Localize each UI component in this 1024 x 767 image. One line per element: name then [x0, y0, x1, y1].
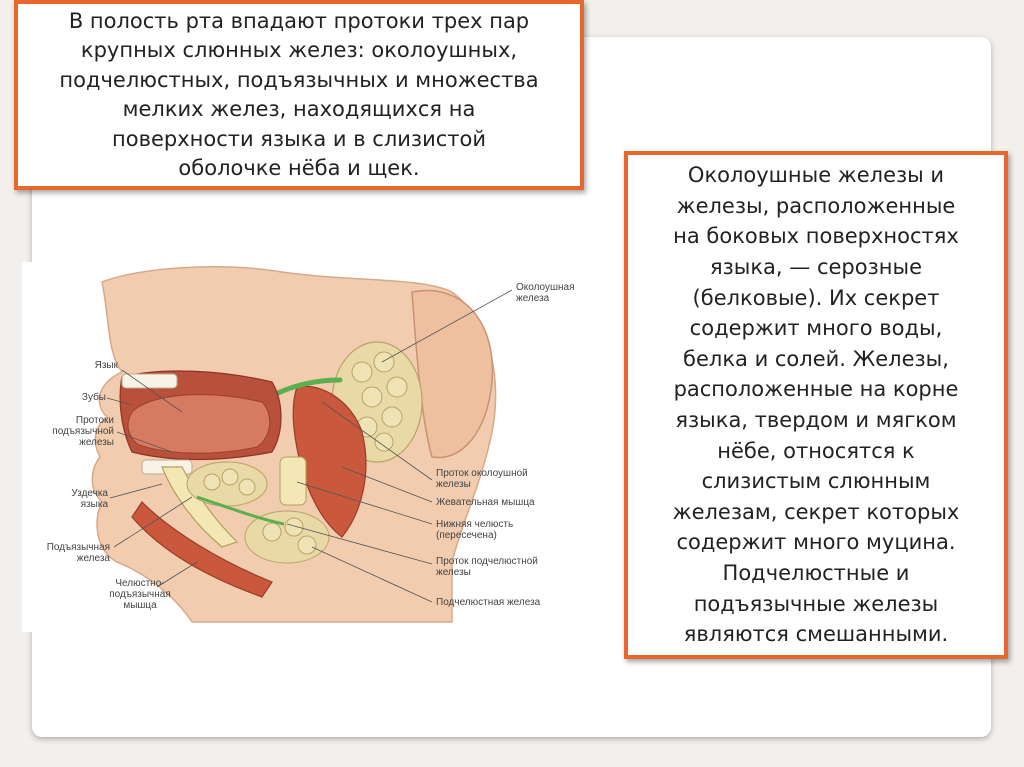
sublingual-gland-shape [187, 462, 267, 506]
label-masseter: Жевательная мышца [436, 497, 535, 508]
label-teeth: Зубы [81, 392, 106, 403]
label-mylohyoid: Челюстно- подъязычная мышца [109, 578, 171, 611]
mandible-cut [280, 457, 306, 505]
label-mandible: Нижняя челюсть (пересечена) [436, 519, 514, 541]
tongue-shape [128, 395, 270, 454]
label-frenulum: Уздечка языка [71, 488, 108, 510]
label-submandibular-duct: Проток подчелюстной железы [436, 556, 538, 578]
intro-text-box [14, 0, 584, 190]
details-text: Околоушные железы и железы, расположенные на боковых поверхностях языка, — серозные (белковые). Их секрет содержит много воды, белка и солей. Железы, расположенные на корне языка, твердом и мягком нёбе, относятся к слизистым слюнным железам, секрет которых содержит много муцина. Подчелюстные и подъязычные железы являются смешанными. [672, 163, 960, 647]
label-submandibular-gland: Подчелюстная железа [436, 597, 541, 608]
label-tongue: Язык [94, 360, 118, 371]
label-parotid-gland: Околоушная железа [516, 282, 575, 304]
label-parotid-duct: Проток околоушной железы [436, 468, 528, 490]
details-text-box [624, 151, 1008, 659]
label-sublingual-gland: Подъязычная железа [46, 542, 110, 564]
salivary-glands-illustration [22, 262, 612, 632]
submandibular-gland-shape [245, 511, 329, 563]
intro-text: В полость рта впадают протоки трех пар крупных слюнных желез: околоушных, подчелюстных, подъязычных и множества мелких желез, находящихся на поверхности языка и в слизистой оболочке нёба и щек. [59, 8, 539, 180]
label-sublingual-ducts: Протоки подъязычной железы [52, 415, 114, 448]
